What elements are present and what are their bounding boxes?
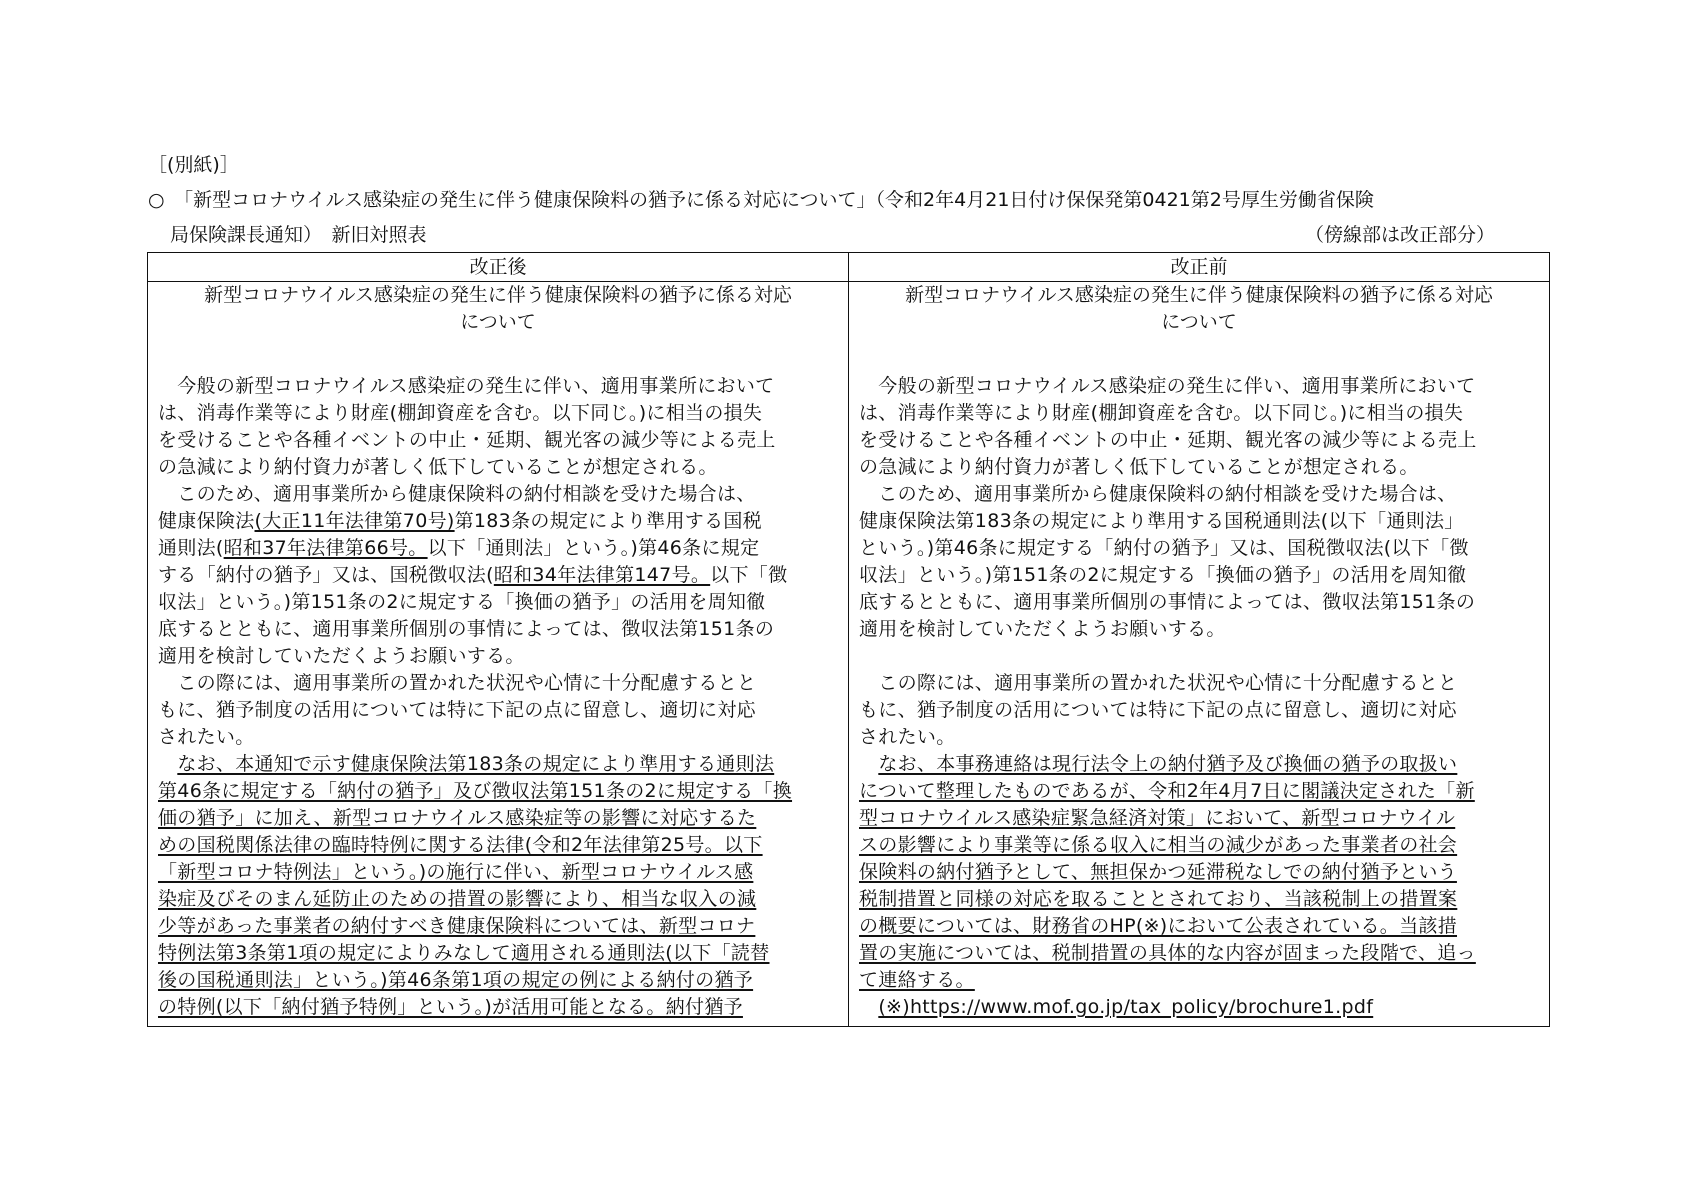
document-title-line1: ○ 「新型コロナウイルス感染症の発生に伴う健康保険料の猶予に係る対応について」（令和2年4月21日付け保保発第0421第2号厚生労働省保険 [148,189,1374,211]
text-line [158,589,838,616]
text-line [158,562,838,589]
text-segment: を受けることや各種イベントの中止・延期、観光客の減少等による売上 [859,429,1477,451]
after-doc-title-line1: 新型コロナウイルス感染症の発生に伴う健康保険料の猶予に係る対応 [204,284,792,306]
text-line [158,994,838,1021]
text-line [859,616,1539,643]
text-segment: されたい。 [859,726,956,748]
text-segment: 適用を検討していただくようお願いする。 [158,645,525,667]
column-after [158,282,838,1018]
amended-text: の特例(以下「納付猶予特例」という。)が活用可能となる。納付猶予 [158,996,743,1018]
text-line [158,400,838,427]
amended-text: めの国税関係法律の臨時特例に関する法律(令和2年法律第25号。以下 [158,834,763,856]
text-segment [158,753,177,775]
amended-text: 型コロナウイルス感染症緊急経済対策」において、新型コロナウイル [859,807,1456,829]
amended-text: 第46条に規定する「納付の猶予」及び徴収法第151条の2に規定する「換 [158,780,793,802]
text-line [859,373,1539,400]
underline-note: （傍線部は改正部分） [1305,224,1496,246]
after-body-text [158,373,838,1021]
amended-text: 保険料の納付猶予として、無担保かつ延滞税なしでの納付猶予という [859,861,1457,883]
text-line [158,427,838,454]
text-segment: 今般の新型コロナウイルス感染症の発生に伴い、適用事業所において [859,375,1476,397]
text-segment: の急減により納付資力が著しく低下していることが想定される。 [158,456,718,478]
text-line [859,697,1539,724]
text-line [859,886,1539,913]
amended-text: 昭和37年法律第66号。 [223,537,428,559]
text-line [859,913,1539,940]
text-line [859,859,1539,886]
amended-text: 後の国税通則法」という。)第46条第1項の規定の例による納付の猶予 [158,969,754,991]
text-line [859,805,1539,832]
text-line [158,832,838,859]
text-line [158,643,838,670]
text-segment: は、消毒作業等により財産(棚卸資産を含む。以下同じ。)に相当の損失 [859,402,1464,424]
amended-text: について整理したものであるが、令和2年4月7日に閣議決定された「新 [859,780,1475,802]
text-line [158,751,838,778]
text-segment: 底するとともに、適用事業所個別の事情によっては、徴収法第151条の [158,618,775,640]
amended-text: て連絡する。 [859,969,975,991]
text-line [158,724,838,751]
text-line [859,535,1539,562]
amended-text: 染症及びそのまん延防止のための措置の影響により、相当な収入の減 [158,888,757,910]
text-line [859,940,1539,967]
before-doc-title-line2: について [1161,311,1237,333]
text-segment: を受けることや各種イベントの中止・延期、観光客の減少等による売上 [158,429,776,451]
column-header-before: 改正前 [1170,256,1228,278]
amended-text: 昭和34年法律第147号。 [493,564,711,586]
text-line [158,805,838,832]
text-line [859,400,1539,427]
column-header-after: 改正後 [469,256,527,278]
text-segment [859,753,878,775]
text-segment: この際には、適用事業所の置かれた状況や心情に十分配慮するとと [158,672,757,694]
text-line [158,616,838,643]
text-line [859,508,1539,535]
text-segment: 通則法( [158,537,224,559]
text-line [859,454,1539,481]
text-line [859,778,1539,805]
amended-text: 置の実施については、税制措置の具体的な内容が固まった段階で、追っ [859,942,1476,964]
amended-text: の概要については、財務省のHP(※)において公表されている。当該措 [859,915,1458,937]
text-segment: する「納付の猶予」又は、国税徴収法( [158,564,494,586]
text-segment: 健康保険法 [158,510,255,532]
text-segment: 今般の新型コロナウイルス感染症の発生に伴い、適用事業所において [158,375,775,397]
text-segment: 以下「通則法」という。)第46条に規定 [427,537,760,559]
text-segment: 第183条の規定により準用する国税 [454,510,762,532]
text-line [158,670,838,697]
text-segment: このため、適用事業所から健康保険料の納付相談を受けた場合は、 [859,483,1457,505]
amended-text: 少等があった事業者の納付すべき健康保険料については、新型コロナ [158,915,756,937]
text-line [859,724,1539,751]
text-line [859,967,1539,994]
text-line [859,481,1539,508]
amended-text: 価の猶予」に加え、新型コロナウイルス感染症等の影響に対応するた [158,807,757,829]
text-segment: 底するとともに、適用事業所個別の事情によっては、徴収法第151条の [859,591,1476,613]
amended-text: (※)https://www.mof.go.jp/tax_policy/brochure1.pdf [878,996,1374,1018]
text-segment: の急減により納付資力が著しく低下していることが想定される。 [859,456,1419,478]
text-line [859,427,1539,454]
text-segment: 健康保険法第183条の規定により準用する国税通則法(以下「通則法」 [859,510,1464,532]
text-line [859,643,1539,670]
amended-text: なお、本通知で示す健康保険法第183条の規定により準用する通則法 [177,753,775,775]
text-line [158,697,838,724]
document-title-line2: 局保険課長通知） 新旧対照表 [170,224,427,246]
text-line [158,967,838,994]
amended-text: (大正11年法律第70号) [254,510,455,532]
text-segment: という。)第46条に規定する「納付の猶予」又は、国税徴収法(以下「徴 [859,537,1469,559]
text-line [158,859,838,886]
text-line [859,670,1539,697]
text-line [158,535,838,562]
amended-text: なお、本事務連絡は現行法令上の納付猶予及び換価の猶予の取扱い [878,753,1458,775]
column-before [859,282,1539,1018]
text-segment: されたい。 [158,726,255,748]
text-line [859,751,1539,778]
text-segment: は、消毒作業等により財産(棚卸資産を含む。以下同じ。)に相当の損失 [158,402,763,424]
comparison-table [147,252,1550,1027]
text-line [859,562,1539,589]
amended-text: 特例法第3条第1項の規定によりみなして適用される通則法(以下「読替 [158,942,770,964]
amended-text: 税制措置と同様の対応を取ることとされており、当該税制上の措置案 [859,888,1458,910]
text-segment: もに、猶予制度の活用については特に下記の点に留意し、適切に対応 [158,699,756,721]
attachment-label: ［(別紙)］ [148,154,239,176]
text-line [859,589,1539,616]
text-segment: 収法」という。)第151条の2に規定する「換価の猶予」の活用を周知徹 [158,591,766,613]
text-segment: この際には、適用事業所の置かれた状況や心情に十分配慮するとと [859,672,1458,694]
text-line [158,481,838,508]
text-segment: もに、猶予制度の活用については特に下記の点に留意し、適切に対応 [859,699,1457,721]
text-segment: 適用を検討していただくようお願いする。 [859,618,1226,640]
text-line [158,913,838,940]
text-segment [859,996,878,1018]
text-segment: 以下「徴 [710,564,788,586]
text-line [158,373,838,400]
text-line [158,940,838,967]
amended-text: スの影響により事業等に係る収入に相当の減少があった事業者の社会 [859,834,1458,856]
text-segment: このため、適用事業所から健康保険料の納付相談を受けた場合は、 [158,483,756,505]
text-line [859,994,1539,1021]
before-doc-title-line1: 新型コロナウイルス感染症の発生に伴う健康保険料の猶予に係る対応 [905,284,1493,306]
text-line [859,832,1539,859]
column-divider [848,253,849,1026]
text-line [158,778,838,805]
before-body-text [859,373,1539,1021]
text-segment: 収法」という。)第151条の2に規定する「換価の猶予」の活用を周知徹 [859,564,1467,586]
amended-text: 「新型コロナ特例法」という。)の施行に伴い、新型コロナウイルス感 [158,861,754,883]
text-line [158,454,838,481]
text-line [158,508,838,535]
text-line [158,886,838,913]
after-doc-title-line2: について [460,311,536,333]
